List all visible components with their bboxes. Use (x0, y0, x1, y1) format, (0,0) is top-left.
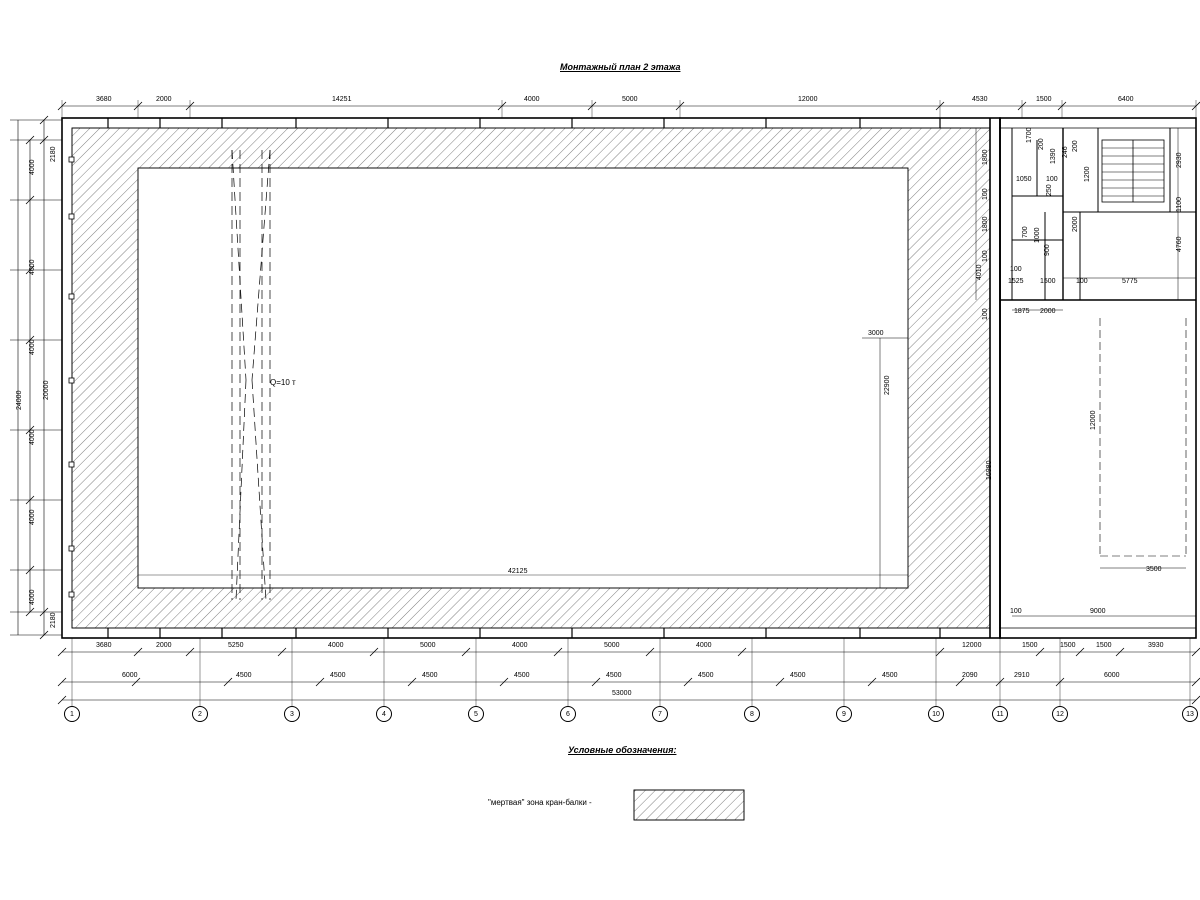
dim-annex-246: 246 (1062, 146, 1069, 158)
dim-annex-1525: 1525 (1008, 278, 1024, 285)
span-10: 2090 (962, 672, 978, 679)
axis-marker-6[interactable]: 6 (560, 706, 576, 722)
dim-bot-4: 4000 (328, 642, 344, 649)
span-6: 4500 (606, 672, 622, 679)
dim-annex-2930: 2930 (1176, 152, 1183, 168)
dim-interior-3000: 3000 (868, 330, 884, 337)
drawing-title: Монтажный план 2 этажа (560, 62, 681, 72)
span-11: 2910 (1014, 672, 1030, 679)
dim-annex-1875: 1875 (1014, 308, 1030, 315)
dim-bot-12: 1500 (1096, 642, 1112, 649)
axis-marker-3[interactable]: 3 (284, 706, 300, 722)
dim-top-3: 14251 (332, 96, 352, 103)
dim-left-edge-top: 2180 (50, 146, 57, 162)
axis-marker-4[interactable]: 4 (376, 706, 392, 722)
dim-annex-100-e: 100 (1010, 266, 1022, 273)
dim-top-2: 2000 (156, 96, 172, 103)
dim-annex-250: 250 (1046, 184, 1053, 196)
dim-annex-100-f: 100 (1076, 278, 1088, 285)
dim-annex-1050: 1050 (1016, 176, 1032, 183)
dim-bot-3: 5250 (228, 642, 244, 649)
dim-annex-100-a: 100 (982, 188, 989, 200)
dim-annex-1800-a: 1800 (982, 149, 989, 165)
axis-marker-12[interactable]: 12 (1052, 706, 1068, 722)
axis-marker-9[interactable]: 9 (836, 706, 852, 722)
dim-bot-5: 5000 (420, 642, 436, 649)
dim-annex-200b: 200 (1072, 140, 1079, 152)
dim-left-4: 4000 (29, 429, 36, 445)
dim-left-total: 24000 (16, 390, 23, 410)
dim-annex-100-g: 100 (1010, 608, 1022, 615)
dim-annex-12000: 12000 (1090, 410, 1097, 430)
legend-item-label: "мертвая" зона кран-балки - (488, 798, 592, 807)
dim-annex-1200: 1200 (1084, 166, 1091, 182)
crane-capacity-label: Q=10 т (270, 378, 296, 387)
dim-annex-4010: 4010 (976, 264, 983, 280)
axis-marker-5[interactable]: 5 (468, 706, 484, 722)
total-length-label: 53000 (612, 690, 632, 697)
legend-title: Условные обозначения: (568, 745, 677, 755)
dim-annex-4760: 4760 (1176, 236, 1183, 252)
axis-marker-2[interactable]: 2 (192, 706, 208, 722)
span-7: 4500 (698, 672, 714, 679)
span-1: 6000 (122, 672, 138, 679)
dim-bot-10: 1500 (1022, 642, 1038, 649)
dim-annex-16980: 16980 (986, 460, 993, 480)
dim-bot-7: 5000 (604, 642, 620, 649)
axis-marker-13[interactable]: 13 (1182, 706, 1198, 722)
dim-top-7: 4530 (972, 96, 988, 103)
dim-annex-3500: 3500 (1146, 566, 1162, 573)
dim-annex-1100: 1100 (1176, 196, 1183, 212)
dim-left-edge-bottom: 2180 (50, 612, 57, 628)
dim-left-6: 4000 (29, 589, 36, 605)
dim-left-5: 4000 (29, 509, 36, 525)
dim-interior-22900: 22900 (884, 375, 891, 395)
span-5: 4500 (514, 672, 530, 679)
dim-top-6: 12000 (798, 96, 818, 103)
dim-annex-1500: 1500 (1040, 278, 1056, 285)
dim-bot-1: 3680 (96, 642, 112, 649)
dim-left-2: 4000 (29, 259, 36, 275)
dim-annex-2000b: 2000 (1040, 308, 1056, 315)
dim-annex-1700: 1700 (1026, 127, 1033, 143)
axis-marker-11[interactable]: 11 (992, 706, 1008, 722)
axis-marker-7[interactable]: 7 (652, 706, 668, 722)
dim-annex-9000: 9000 (1090, 608, 1106, 615)
dim-top-8: 1500 (1036, 96, 1052, 103)
dim-bot-2: 2000 (156, 642, 172, 649)
dim-annex-1390: 1390 (1050, 148, 1057, 164)
dim-bot-6: 4000 (512, 642, 528, 649)
dim-annex-100-d: 100 (1046, 176, 1058, 183)
dim-left-1: 4000 (29, 159, 36, 175)
dim-annex-700: 700 (1022, 226, 1029, 238)
dim-interior-42125: 42125 (508, 568, 528, 575)
span-3: 4500 (330, 672, 346, 679)
dim-top-4: 4000 (524, 96, 540, 103)
dim-top-1: 3680 (96, 96, 112, 103)
dim-annex-200: 200 (1038, 138, 1045, 150)
dim-annex-100-b: 100 (982, 250, 989, 262)
axis-marker-8[interactable]: 8 (744, 706, 760, 722)
axis-marker-1[interactable]: 1 (64, 706, 80, 722)
dim-left-span: 20000 (43, 380, 50, 400)
dim-bot-11: 1500 (1060, 642, 1076, 649)
dim-top-9: 6400 (1118, 96, 1134, 103)
span-2: 4500 (236, 672, 252, 679)
span-12: 6000 (1104, 672, 1120, 679)
span-4: 4500 (422, 672, 438, 679)
dim-annex-2000: 2000 (1072, 216, 1079, 232)
span-8: 4500 (790, 672, 806, 679)
dim-annex-100-c: 100 (982, 308, 989, 320)
dim-left-3: 4000 (29, 339, 36, 355)
dim-annex-5775: 5775 (1122, 278, 1138, 285)
span-9: 4500 (882, 672, 898, 679)
dim-annex-900: 900 (1044, 244, 1051, 256)
dim-annex-1800-b: 1800 (982, 216, 989, 232)
dim-top-5: 5000 (622, 96, 638, 103)
axis-marker-10[interactable]: 10 (928, 706, 944, 722)
dim-bot-13: 3930 (1148, 642, 1164, 649)
dim-bot-9: 12000 (962, 642, 982, 649)
dim-annex-1000: 1000 (1034, 227, 1041, 243)
dim-bot-8: 4000 (696, 642, 712, 649)
